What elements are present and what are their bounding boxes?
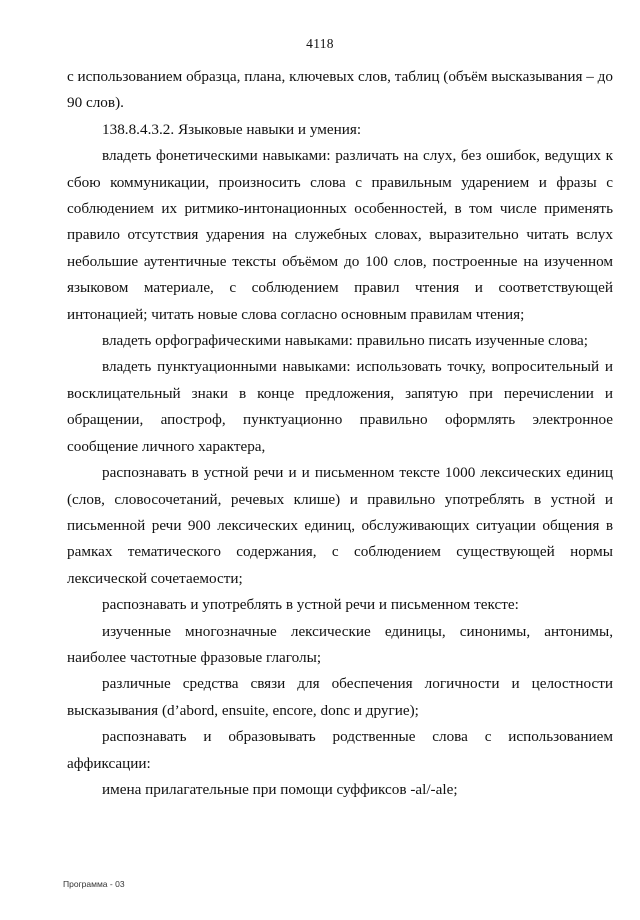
paragraph-adjective-suffixes: имена прилагательные при помощи суффиксов -al/-ale;: [102, 780, 458, 798]
page-footer: Программа - 03: [63, 879, 125, 889]
paragraph-continuation: с использованием образца, плана, ключевых слов, таблиц (объём высказывания – до 90 слов).: [67, 68, 613, 112]
paragraph-punctuation-skills: владеть пунктуационными навыками: использовать точку, вопросительный и восклицательный знаки в конце предложения, запятую при перечислении и обращении, апостроф, пунктуационно правильно оформлять электронное сообщение личного характера,: [67, 358, 613, 455]
paragraph-orthographic-skills: владеть орфографическими навыками: правильно писать изученные слова;: [102, 332, 588, 350]
section-heading: 138.8.4.3.2. Языковые навыки и умения:: [102, 120, 362, 138]
paragraph-lexical-units: распознавать в устной речи и и письменном тексте 1000 лексических единиц (слов, словосочетаний, речевых клише) и правильно употреблять в устной и письменной речи 900 лексических единиц, обслуживающих ситуации общения в рамках тематического содержания, с соблюдением существующей нормы лексической сочетаемости;: [67, 464, 613, 587]
document-body: [67, 64, 613, 803]
paragraph-polysemous-units: изученные многозначные лексические единицы, синонимы, антонимы, наиболее частотные фразовые глаголы;: [67, 622, 613, 666]
paragraph-linking-means: различные средства связи для обеспечения логичности и целостности высказывания (d’abord, ensuite, encore, donc и другие);: [67, 675, 613, 719]
paragraph-recognize-use: распознавать и употреблять в устной речи и письменном тексте:: [102, 596, 519, 614]
paragraph-word-formation: распознавать и образовывать родственные слова с использованием аффиксации:: [67, 728, 613, 772]
page-number: 4118: [306, 36, 334, 51]
paragraph-phonetic-skills: владеть фонетическими навыками: различать на слух, без ошибок, ведущих к сбою коммуникации, произносить слова с правильным ударением и фразы с соблюдением их ритмико-интонационных особенностей, в том числе применять правило отсутствия ударения на служебных словах, выразительно читать вслух небольшие аутентичные тексты объёмом до 100 слов, построенные на изученном языковом материале, с соблюдением правил чтения и соответствующей интонацией; читать новые слова согласно основным правилам чтения;: [67, 147, 613, 323]
